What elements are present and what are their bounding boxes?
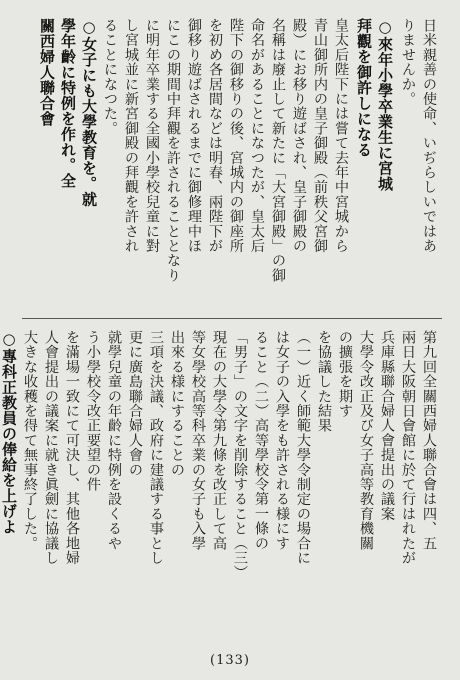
text-column: に明年卒業する全國小學校兒童に對 <box>144 18 160 254</box>
text-column: 命名があることになつたが、皇太后 <box>249 18 265 254</box>
text-column: 大きな收穫を得て無事終了した。 <box>22 330 38 551</box>
text-column: 「男子」の文字を削除すること（三） <box>232 330 248 580</box>
text-column: にこの期間中拜觀を許されることとなり <box>165 18 181 283</box>
text-column: 御移り遊ばされるまでに御修理中ほ <box>186 18 202 254</box>
text-column: 兵庫縣聯合婦人會提出の議案 <box>379 330 395 522</box>
text-column: ることになつた。 <box>102 18 118 136</box>
text-column: 現在の大學令第九條を改正して高 <box>211 330 227 551</box>
text-column: 三項を決議、政府に建議する事とし <box>148 330 164 566</box>
text-column: 殿）にお移り遊ばされ、皇子御殿の <box>291 18 307 254</box>
text-column: 青山御所内の皇子御殿（前秩父宮御 <box>312 18 328 254</box>
text-column: 就學兒童の年齡に特例を設くるや <box>106 330 122 551</box>
text-column: 皇太后陛下には嘗て去年中宮城から <box>333 18 349 254</box>
text-column: を滿場一致にて可決し、其他各地婦 <box>64 330 80 566</box>
text-column: を初め各居間などは明春、兩陛下が <box>207 18 223 254</box>
text-column: 第九回全關西婦人聯合會は四、五 <box>421 330 437 551</box>
page-number: (133) <box>210 653 250 668</box>
text-column: 日米親善の使命、いぢらしいではあ <box>421 18 437 254</box>
text-column: 更に廣島聯合婦人會の <box>127 330 143 477</box>
article-heading: 拜觀を御許しになる <box>355 18 373 158</box>
text-column: りませんか。 <box>400 18 416 107</box>
article-heading: 學年齡に特例を作れ。全 <box>59 18 77 189</box>
text-column: 名稱は廢止して新たに「大宮御殿」の御 <box>270 18 286 283</box>
text-column: （一）近く師範大學令制定の場合に <box>295 330 311 566</box>
text-column: し宮城並に新宮御殿の拜觀を許され <box>123 18 139 254</box>
text-column: ること（二）高等學校令第一條の <box>253 330 269 551</box>
text-column: う小學校令改正要望の件 <box>85 330 101 492</box>
article-heading: 關西婦人聯合會 <box>38 18 56 127</box>
upper-text-block <box>28 18 438 308</box>
section-divider <box>22 318 442 319</box>
text-column: の擴張を期す <box>337 330 353 419</box>
text-column: 等女學校高等科卒業の女子も入學 <box>190 330 206 551</box>
article-heading: ○來年小學卒業生に宮城 <box>376 18 394 192</box>
lower-text-block <box>0 330 438 642</box>
article-heading: ○女子にも大學教育を。就 <box>80 18 98 207</box>
text-column: 陛下の御移りの後、宮城内の御座所 <box>228 18 244 254</box>
article-heading: ○專科正教員の俸給を上げよ <box>0 330 18 535</box>
text-column: 出來る様にすることの <box>169 330 185 477</box>
text-column: 大學令改正及び女子高等教育機關 <box>358 330 374 551</box>
text-column: を協議した結果 <box>316 330 332 433</box>
text-column: 人會提出の議案に就き眞劍に協議し <box>43 330 59 566</box>
text-column: は女子の入學をも許される様にす <box>274 330 290 551</box>
text-column: 兩日大阪朝日會館に於て行はれたが <box>400 330 416 566</box>
